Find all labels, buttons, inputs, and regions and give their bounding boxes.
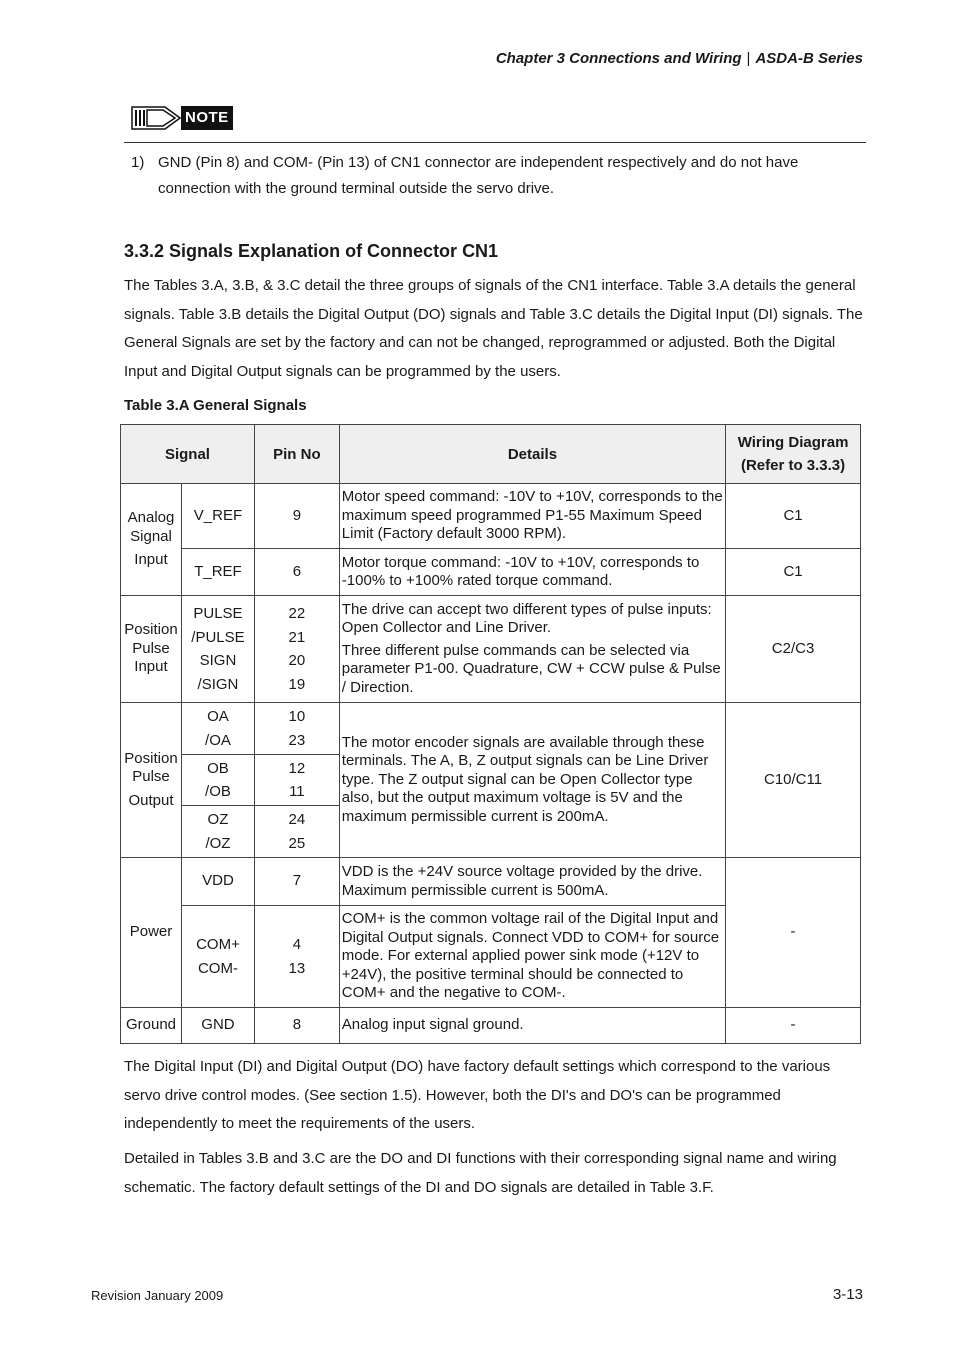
header-wiring-line1: Wiring Diagram [737, 434, 849, 451]
signal-name: /PULSE [191, 628, 245, 646]
group-analog-signal-input [121, 484, 182, 596]
note-divider [124, 142, 866, 143]
group-position-pulse-input [121, 596, 182, 703]
pin-cell [254, 906, 339, 1008]
header-wiring [726, 425, 861, 484]
signal-name: OB [207, 759, 229, 777]
after-table-paragraph-1: The Digital Input (DI) and Digital Output (DO) have factory default settings which correspond to the various servo drive control modes. (See section 1.5). However, both the DI's and DO's can be programmed independently to meet the requirements of the users. [124, 1058, 831, 1133]
table-row [121, 549, 861, 596]
signal-cell [181, 806, 254, 858]
signal-cell: GND [181, 1008, 254, 1044]
group-line: Pulse [132, 768, 170, 786]
group-line: Position [124, 749, 178, 767]
signal-name: /OB [205, 783, 231, 800]
pin-cell [254, 703, 339, 755]
group-line: Signal [130, 527, 172, 545]
series-name: ASDA-B Series [755, 50, 863, 67]
signal-cell [181, 596, 254, 703]
wiring-cell: - [726, 1008, 861, 1044]
chapter-title: Chapter 3 Connections and Wiring [495, 50, 742, 67]
signal-cell: T_REF [181, 549, 254, 596]
header-separator: | [746, 50, 751, 67]
details-paragraph: The drive can accept two different types of pulse inputs: Open Collector and Line Driver. [341, 600, 712, 637]
table-row [121, 703, 861, 755]
header-pin: Pin No [254, 425, 339, 484]
pin-cell: 8 [254, 1008, 339, 1044]
pin-cell [254, 806, 339, 858]
pin-cell: 7 [254, 858, 339, 906]
details-cell: VDD is the +24V source voltage provided by the drive. Maximum permissible current is 500mA. [339, 858, 725, 906]
details-cell: Analog input signal ground. [339, 1008, 725, 1044]
group-line: Position [124, 621, 178, 639]
group-position-pulse-output [121, 703, 182, 858]
pin-cell [254, 596, 339, 703]
table-row [121, 596, 861, 703]
details-cell: COM+ is the common voltage rail of the Digital Input and Digital Output signals. Connect VDD to COM+ for source mode. For external applied power sink mode (+12V to +24V), the positive terminal should be connected to COM+ and the negative to COM-. [339, 906, 725, 1008]
pin-number: 12 [288, 759, 306, 777]
details-cell: Motor torque command: -10V to +10V, corresponds to -100% to +100% rated torque command. [339, 549, 725, 596]
pin-number: 22 [288, 605, 306, 622]
signal-name: /SIGN [197, 675, 239, 693]
section-intro: The Tables 3.A, 3.B, & 3.C detail the three groups of signals of the CN1 interface. Table 3.A details the general signals. Table 3.B details the Digital Output (DO) signals and Table 3.C details the Digital Input (DI) signals. The General Signals are set by the factory and can not be changed, reprogrammed or adjusted. Both the Digital Input and Digital Output signals can be programmed by the users. [124, 277, 863, 381]
note-item-number: 1) [131, 154, 145, 171]
wiring-cell: C2/C3 [726, 596, 861, 703]
wiring-cell: C10/C11 [726, 703, 861, 858]
wiring-cell: C1 [726, 484, 861, 549]
signal-cell [181, 755, 254, 806]
table-row [121, 1008, 861, 1044]
pin-number: 10 [288, 708, 306, 725]
signal-name: /OZ [205, 834, 231, 852]
signal-name: SIGN [199, 652, 237, 669]
pin-number: 4 [292, 936, 302, 953]
pin-number: 23 [288, 731, 306, 749]
signal-name: OA [207, 708, 229, 725]
details-paragraph: Three different pulse commands can be selected via parameter P1-00. Quadrature, CW + CCW pulse & Pulse / Direction. [341, 641, 721, 696]
table-title: Table 3.A General Signals [124, 397, 307, 414]
pin-cell: 9 [254, 484, 339, 549]
group-line: Output [128, 791, 174, 809]
group-line: Input [134, 658, 168, 676]
pin-cell: 6 [254, 549, 339, 596]
wiring-cell: C1 [726, 549, 861, 596]
general-signals-table [120, 424, 861, 1044]
pin-number: 11 [289, 783, 305, 800]
note-badge [131, 106, 233, 130]
header-wiring-line2: (Refer to 3.3.3) [740, 457, 846, 474]
header-signal: Signal [121, 425, 255, 484]
pin-number: 24 [288, 811, 306, 828]
after-table-paragraph-2: Detailed in Tables 3.B and 3.C are the DO and DI functions with their corresponding signal name and wiring schematic. The factory default settings of the DI and DO signals are detailed in Table 3.F. [124, 1150, 837, 1196]
footer-revision: Revision January 2009 [91, 1288, 224, 1303]
group-power: Power [121, 858, 182, 1008]
details-cell: The motor encoder signals are available through these terminals. The A, B, Z output signals can be Line Driver type. The Z output signal can be Open Collector type also, but the output maximum voltage is 5V and the maximum permissible current is 200mA. [339, 703, 725, 858]
signal-name: OZ [207, 811, 229, 828]
pin-number: 21 [288, 628, 306, 646]
pin-number: 25 [288, 834, 306, 852]
note-label: NOTE [181, 106, 233, 130]
wiring-cell: - [726, 858, 861, 1008]
signal-name: PULSE [193, 605, 243, 622]
pin-cell [254, 755, 339, 806]
pin-number: 20 [288, 652, 306, 669]
table-row [121, 858, 861, 906]
group-line: Pulse [132, 639, 170, 657]
page-header [496, 50, 863, 67]
details-cell [339, 596, 725, 703]
signal-name: COM- [197, 959, 238, 977]
note-arrow-icon [131, 106, 181, 130]
pin-number: 19 [288, 675, 306, 693]
signal-name: COM+ [196, 936, 240, 953]
group-line: Analog [127, 509, 175, 527]
signal-cell [181, 703, 254, 755]
signal-cell [181, 906, 254, 1008]
table-header-row [121, 425, 861, 484]
note-item [131, 150, 866, 202]
group-line: Input [134, 551, 168, 569]
signal-cell: VDD [181, 858, 254, 906]
details-cell: Motor speed command: -10V to +10V, corresponds to the maximum speed programmed P1-55 Maximum Speed Limit (Factory default 3000 RPM). [339, 484, 725, 549]
header-details: Details [339, 425, 725, 484]
group-ground: Ground [121, 1008, 182, 1044]
pin-number: 13 [288, 959, 306, 977]
signal-name: /OA [205, 731, 231, 749]
table-row [121, 484, 861, 549]
signal-cell: V_REF [181, 484, 254, 549]
footer-page-number: 3-13 [832, 1286, 863, 1303]
note-item-text: GND (Pin 8) and COM- (Pin 13) of CN1 connector are independent respectively and do not have connection with the ground terminal outside the servo drive. [158, 154, 799, 197]
section-title: 3.3.2 Signals Explanation of Connector CN1 [124, 241, 499, 261]
